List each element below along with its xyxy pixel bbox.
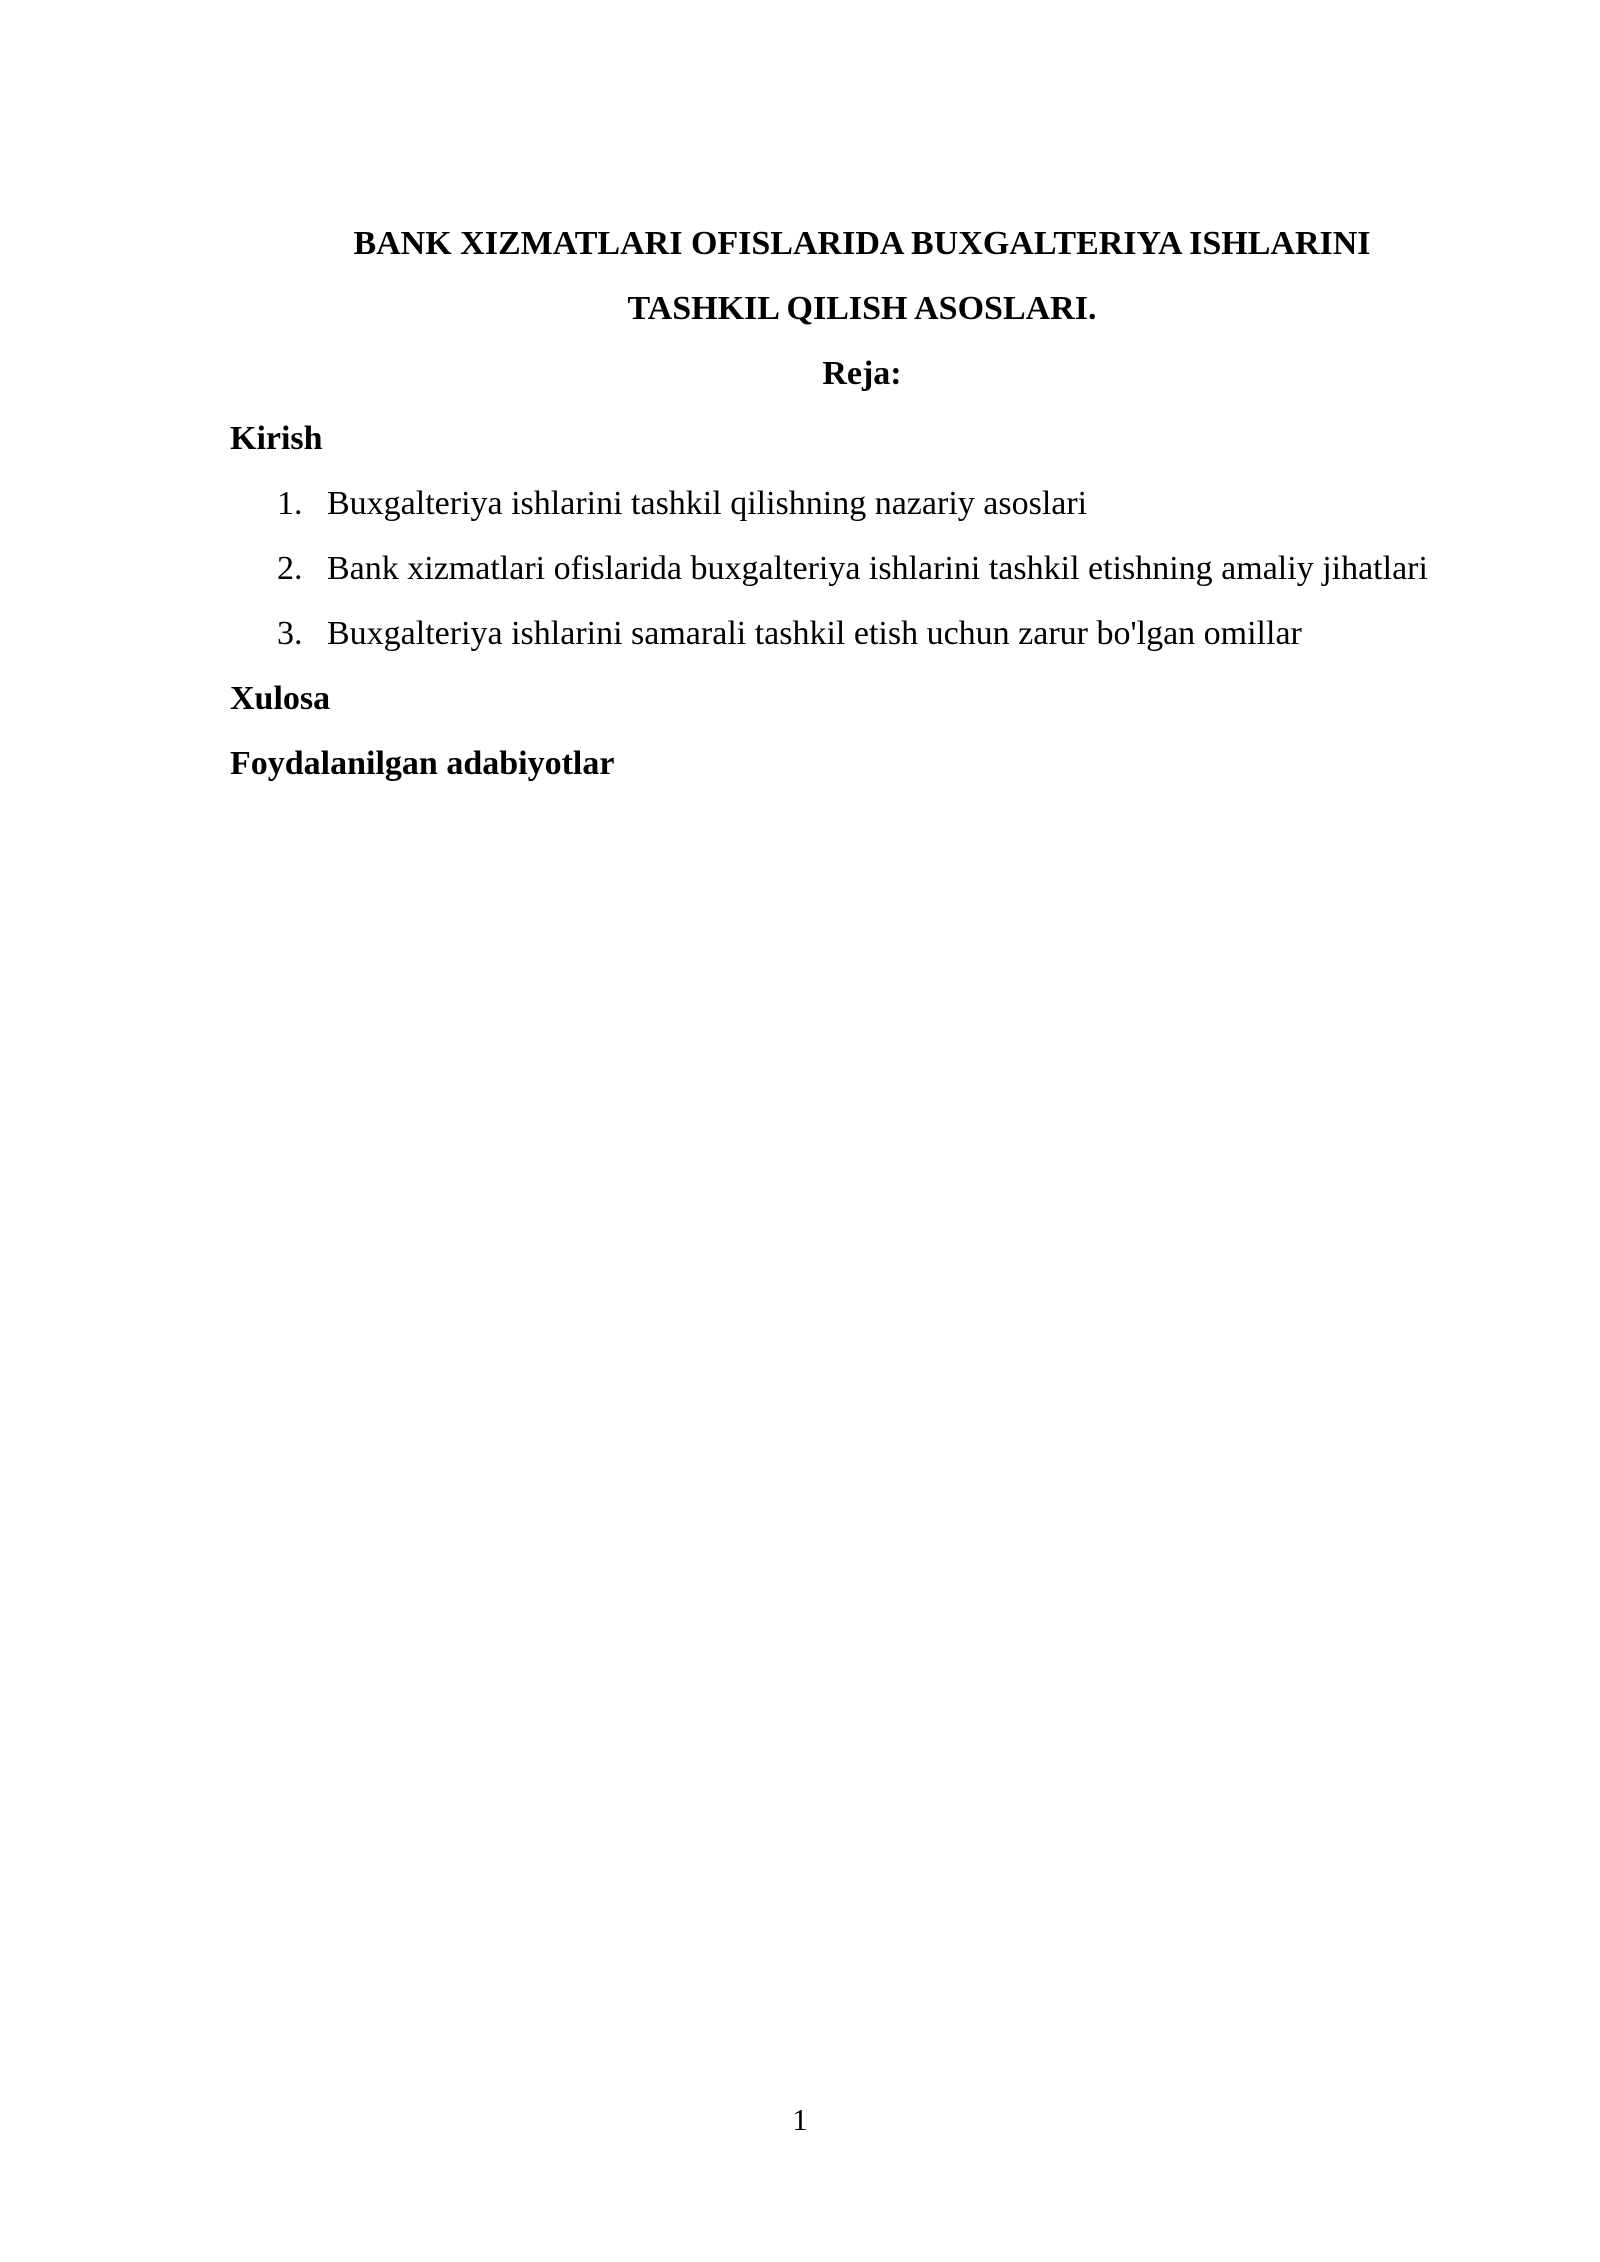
page-number: 1 [792,2102,808,2137]
list-item-number: 3. [277,615,303,652]
page-content [230,211,1494,796]
conclusion-heading: Xulosa [230,680,331,717]
title-line-2: TASHKIL QILISH ASOSLARI. [627,290,1097,327]
list-item-number: 1. [277,485,303,522]
intro-heading: Kirish [230,420,323,457]
list-item [230,601,1494,666]
list-item-text: Bank xizmatlari ofislarida buxgalteriya ishlarini tashkil etishning amaliy jihatlari [327,550,1428,587]
references-heading: Foydalanilgan adabiyotlar [230,745,615,782]
list-item-text: Buxgalteriya ishlarini samarali tashkil etish uchun zarur bo'lgan omillar [327,615,1302,652]
list-item-number: 2. [277,550,303,587]
list-item [230,471,1494,536]
plan-list [230,471,1494,666]
plan-heading: Reja: [822,355,902,392]
title-line-1: BANK XIZMATLARI OFISLARIDA BUXGALTERIYA ISHLARINI [353,225,1371,262]
list-item-text: Buxgalteriya ishlarini tashkil qilishning nazariy asoslari [327,485,1088,522]
list-item [230,536,1494,601]
